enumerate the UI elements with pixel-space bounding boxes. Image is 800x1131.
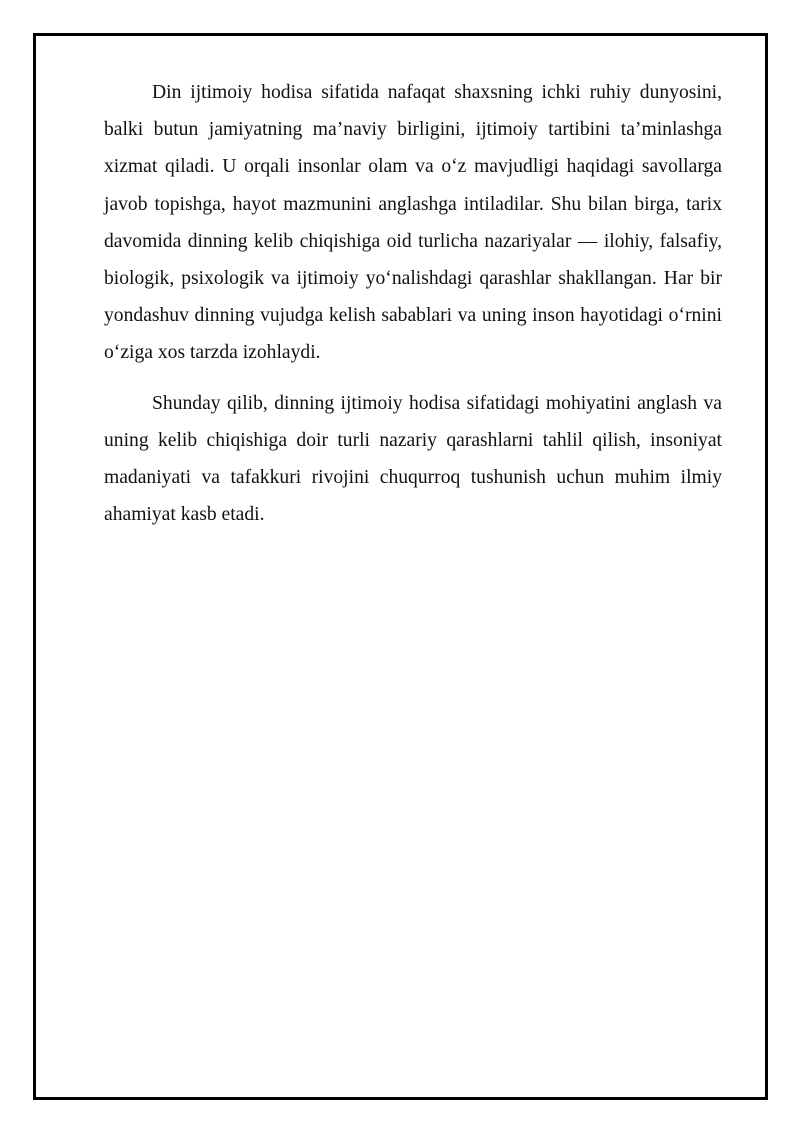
paragraph-2: Shunday qilib, dinning ijtimoiy hodisa sifatidagi mohiyatini anglash va uning kelib chiqishiga doir turli nazariy qarashlarni tahlil qilish, insoniyat madaniyati va tafakkuri rivojini chuqurroq tushunish uchun muhim ilmiy ahamiyat kasb etadi. [104, 392, 722, 526]
document-body [104, 74, 722, 533]
paragraph-1: Din ijtimoiy hodisa sifatida nafaqat shaxsning ichki ruhiy dunyosini, balki butun jamiyatning ma’naviy birligini, ijtimoiy tartibini ta’minlashga xizmat qiladi. U orqali insonlar olam va o‘z mavjudligi haqidagi savollarga javob topishga, hayot mazmunini anglashga intiladilar. Shu bilan birga, tarix davomida dinning kelib chiqishiga oid turlicha nazariyalar — ilohiy, falsafiy, biologik, psixologik va ijtimoiy yo‘nalishdagi qarashlar shakllangan. Har bir yondashuv dinning vujudga kelish sabablari va uning inson hayotidagi o‘rnini o‘ziga xos tarzda izohlaydi. [104, 82, 722, 364]
